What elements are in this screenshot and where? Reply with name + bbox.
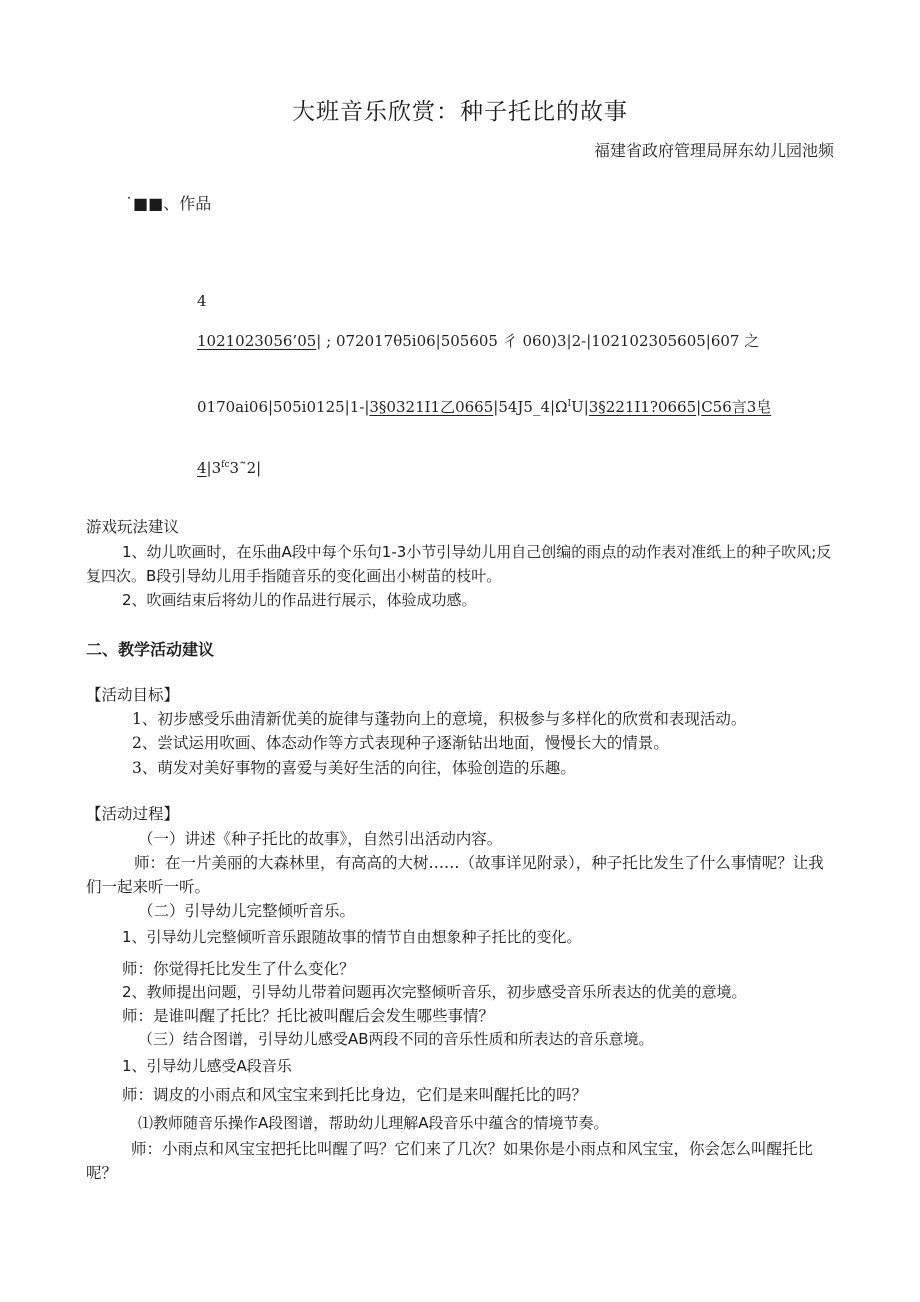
process-step-1: （一）讲述《种子托比的故事》，自然引出活动内容。 <box>138 830 503 848</box>
score-line-2-c: |54J5_4|Ω <box>493 398 568 416</box>
goals-heading: 【活动目标】 <box>86 686 180 704</box>
score-line-1-b: | ; 072017θ5i06|505605 彳 060)3|2-|102102305605|607 之 <box>316 332 760 350</box>
score-line-1-a: 1021023056’05 <box>197 332 317 350</box>
section1-heading: ˙■■、作品 <box>125 194 212 213</box>
process-dialogue-4: 师：调皮的小雨点和风宝宝来到托比身边，它们是来叫醒托比的吗？ <box>122 1086 588 1104</box>
score-line-3-a: 4 <box>197 459 207 477</box>
process-step-2: （二）引导幼儿完整倾听音乐。 <box>138 902 356 920</box>
score-line-2-f: | <box>696 398 702 416</box>
process-item-2: 2、教师提出问题，引导幼儿带着问题再次完整倾听音乐，初步感受音乐所表达的优美的意境。 <box>122 983 747 1001</box>
game-paragraph-2: 2、吹画结束后将幼儿的作品进行展示，体验成功感。 <box>122 591 477 609</box>
process-dialogue-1: 师：在一片美丽的大森林里，有高高的大树……（故事详见附录），种子托比发生了什么事情呢？让我们一起来听一听。 <box>86 854 824 896</box>
game-heading: 游戏玩法建议 <box>86 518 180 536</box>
goal-item-2: 2、尝试运用吹画、体态动作等方式表现种子逐渐钻出地面，慢慢长大的情景。 <box>132 734 669 752</box>
score-line-2-a: 0170ai06|505i0125|1-| <box>197 398 370 416</box>
score-line-2-g: C56言3皂 <box>701 398 772 416</box>
score-line-2-e: 3§221I1?0665 <box>588 398 697 416</box>
score-line-2-d: U| <box>571 398 589 416</box>
section2-heading: 二、教学活动建议 <box>86 640 215 659</box>
score-line-3-sup: fc <box>221 460 230 470</box>
page-title: 大班音乐欣赏：种子托比的故事 <box>292 99 628 125</box>
author-line: 福建省政府管理局屏东幼儿园池频 <box>593 141 834 160</box>
score-line-2-sup: I <box>567 399 572 409</box>
process-item-1: 1、引导幼儿完整倾听音乐跟随故事的情节自由想象种子托比的变化。 <box>122 928 582 946</box>
goal-item-3: 3、萌发对美好事物的喜爱与美好生活的向往，体验创造的乐趣。 <box>132 759 576 777</box>
goal-item-1: 1、初步感受乐曲清新优美的旋律与蓬勃向上的意境，积极参与多样化的欣赏和表现活动。 <box>132 710 747 728</box>
score-line-3-b: |3 <box>206 459 222 477</box>
score-line-1 <box>197 330 759 351</box>
process-heading: 【活动过程】 <box>86 805 180 823</box>
score-line-2-b: 3§0321I1乙0665 <box>369 398 494 416</box>
process-item-3: 1、引导幼儿感受A段音乐 <box>122 1057 292 1075</box>
process-dialogue-3: 师：是谁叫醒了托比？托比被叫醒后会发生哪些事情？ <box>122 1007 495 1025</box>
process-dialogue-5: 师：小雨点和风宝宝把托比叫醒了吗？它们来了几次？如果你是小雨点和风宝宝，你会怎么叫醒托比呢？ <box>86 1140 814 1182</box>
score-line-3-c: 3˜2| <box>229 459 262 477</box>
score-line-2 <box>197 396 771 417</box>
process-step-3: （三）结合图谱，引导幼儿感受AB两段不同的音乐性质和所表达的音乐意境。 <box>138 1030 654 1048</box>
process-subitem-1: ⑴教师随音乐操作A段图谱，帮助幼儿理解A段音乐中蕴含的情境节奏。 <box>138 1114 609 1132</box>
time-signature: 4 <box>197 292 207 310</box>
score-line-3 <box>197 459 261 477</box>
game-paragraph-1: 1、幼儿吹画时，在乐曲A段中每个乐句1-3小节引导幼儿用自己创编的雨点的动作表对准纸上的种子吹风;反复四次。B段引导幼儿用手指随音乐的变化画出小树苗的枝叶。 <box>86 543 832 585</box>
process-dialogue-2: 师：你觉得托比发生了什么变化？ <box>122 960 355 978</box>
